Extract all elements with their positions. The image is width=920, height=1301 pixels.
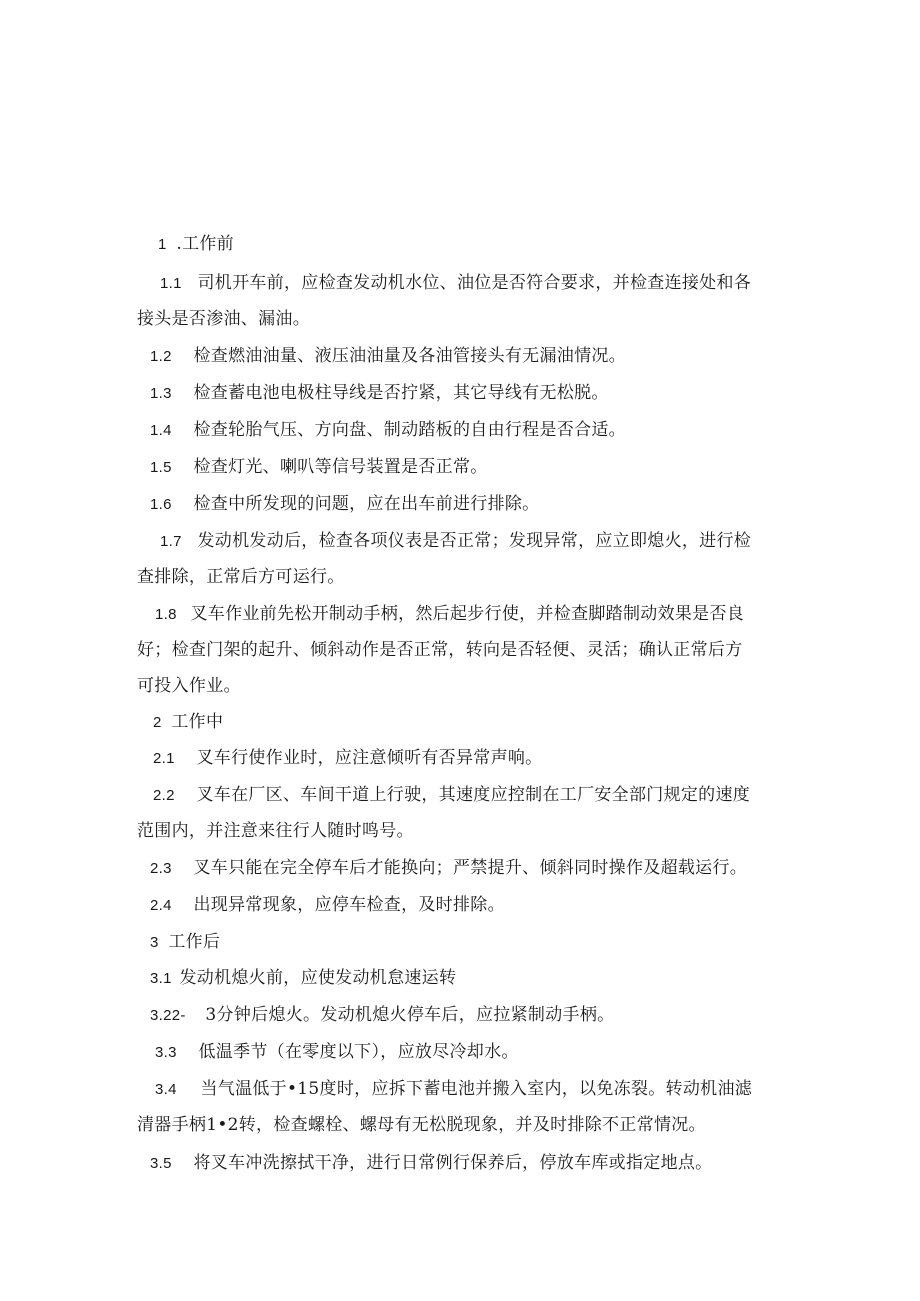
item-number: 3.1	[150, 970, 172, 987]
item-1-7-continued	[137, 566, 345, 588]
item-1-7	[160, 530, 751, 553]
item-1-5	[150, 456, 488, 479]
item-number: 2.3	[150, 860, 172, 877]
section-1-heading	[158, 233, 234, 256]
item-number: 1.6	[150, 496, 172, 513]
item-1-4	[150, 419, 626, 442]
item-text: 当气温低于•15度时，应拆下蓄电池并搬入室内，以免冻裂。转动机油滤	[200, 1079, 753, 1099]
item-text: 范围内，并注意来往行人随时鸣号。	[137, 821, 414, 841]
item-text: 接头是否渗油、漏油。	[137, 309, 310, 329]
item-number: 3.5	[150, 1155, 172, 1172]
item-3-4-continued	[137, 1114, 706, 1136]
item-3-4	[155, 1078, 752, 1101]
item-text: 检查灯光、喇叭等信号装置是否正常。	[193, 457, 488, 477]
item-2-2	[153, 784, 750, 807]
item-number: 3.22-	[150, 1007, 186, 1024]
item-text: 清器手柄1•2转，检查螺栓、螺母有无松脱现象，并及时排除不正常情况。	[137, 1115, 706, 1135]
item-text: 发动机发动后，检查各项仪表是否正常；发现异常，应立即熄火，进行检	[197, 531, 752, 551]
section-title: 工作中	[171, 712, 224, 732]
item-number: 1.5	[150, 459, 172, 476]
item-number: 2.1	[153, 750, 175, 767]
section-title: 工作后	[168, 932, 221, 952]
item-number: 1.3	[150, 385, 172, 402]
item-2-3	[150, 857, 747, 880]
item-2-1	[153, 747, 542, 770]
item-text: 检查轮胎气压、方向盘、制动踏板的自由行程是否合适。	[193, 420, 626, 440]
item-number: 3.4	[155, 1081, 177, 1098]
item-2-4	[150, 894, 505, 917]
item-text: 3分钟后熄火。发动机熄火停车后，应拉紧制动手柄。	[205, 1005, 615, 1025]
section-number: 2	[153, 714, 162, 731]
section-number: 1	[158, 236, 167, 253]
item-text: 可投入作业。	[137, 676, 241, 696]
item-3-3	[155, 1041, 519, 1064]
section-3-heading	[150, 931, 220, 954]
item-2-2-continued	[137, 820, 414, 842]
item-text: 叉车只能在完全停车后才能换向；严禁提升、倾斜同时操作及超载运行。	[193, 858, 748, 878]
item-text: 叉车作业前先松开制动手柄，然后起步行使，并检查脚踏制动效果是否良	[190, 604, 745, 624]
item-1-1	[160, 272, 751, 295]
item-text: 发动机熄火前，应使发动机怠速运转	[179, 968, 457, 988]
item-number: 3.3	[155, 1044, 177, 1061]
item-1-8-continued-1	[137, 639, 743, 661]
item-1-6	[150, 493, 539, 516]
section-number: 3	[150, 934, 159, 951]
item-3-2	[150, 1004, 614, 1027]
item-text: 叉车行使作业时，应注意倾听有否异常声响。	[196, 748, 543, 768]
item-1-3	[150, 382, 609, 405]
item-3-1	[150, 967, 456, 990]
item-number: 2.2	[153, 787, 175, 804]
item-1-1-continued	[137, 308, 310, 330]
item-1-8	[155, 603, 744, 626]
item-text: 将叉车冲洗擦拭干净，进行日常例行保养后，停放车库或指定地点。	[193, 1153, 713, 1173]
item-1-8-continued-2	[137, 675, 241, 697]
item-text: 查排除，正常后方可运行。	[137, 567, 345, 587]
item-text: 司机开车前，应检查发动机水位、油位是否符合要求，并检查连接处和各	[197, 273, 752, 293]
item-text: 叉车在厂区、车间干道上行驶，其速度应控制在工厂安全部门规定的速度	[196, 785, 751, 805]
item-number: 1.2	[150, 348, 172, 365]
item-1-2	[150, 345, 626, 368]
item-number: 2.4	[150, 897, 172, 914]
item-text: 检查中所发现的问题，应在出车前进行排除。	[193, 494, 540, 514]
item-text: 低温季节（在零度以下），应放尽冷却水。	[198, 1042, 519, 1062]
item-3-5	[150, 1152, 712, 1175]
item-text: 出现异常现象，应停车检查，及时排除。	[193, 895, 505, 915]
section-title: .工作前	[176, 234, 234, 254]
item-number: 1.1	[160, 275, 182, 292]
item-number: 1.4	[150, 422, 172, 439]
section-2-heading	[153, 711, 223, 734]
item-number: 1.8	[155, 606, 177, 623]
item-text: 好；检查门架的起升、倾斜动作是否正常，转向是否轻便、灵活；确认正常后方	[137, 640, 743, 660]
item-text: 检查燃油油量、液压油油量及各油管接头有无漏油情况。	[193, 346, 626, 366]
item-number: 1.7	[160, 533, 182, 550]
item-text: 检查蓄电池电极柱导线是否拧紧，其它导线有无松脱。	[193, 383, 609, 403]
